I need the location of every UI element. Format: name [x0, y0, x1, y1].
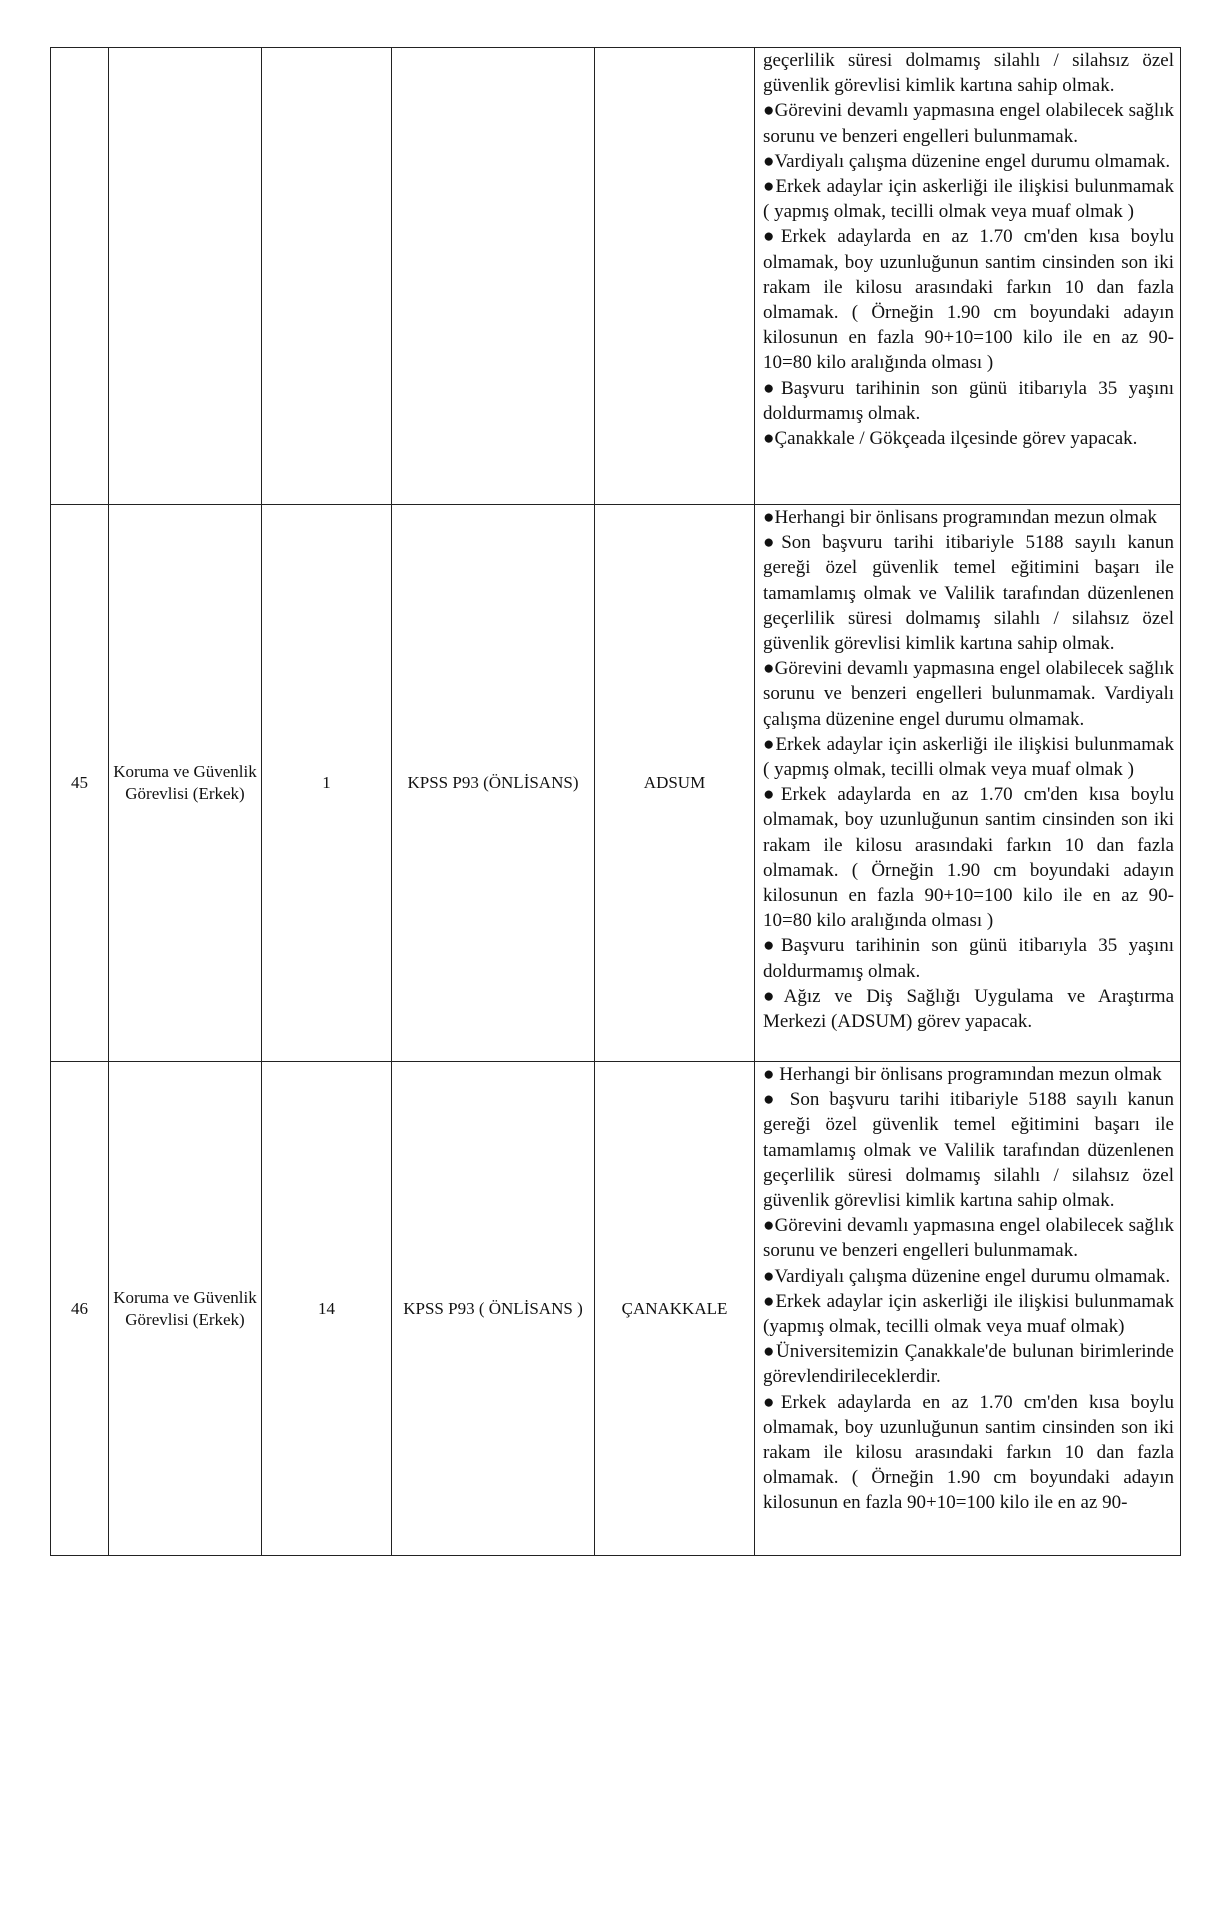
row-number: 46	[51, 1062, 109, 1556]
requirement-item: ●Erkek adaylar için askerliği ile ilişkisi bulunmamak ( yapmış olmak, tecilli olmak veya muaf olmak )	[763, 733, 1174, 781]
work-location	[595, 48, 755, 505]
requirements-cell	[755, 1062, 1181, 1556]
requirement-item: ● Herhangi bir önlisans programından mezun olmak	[763, 1064, 1162, 1085]
work-location: ÇANAKKALE	[595, 1062, 755, 1556]
work-location: ADSUM	[595, 505, 755, 1062]
requirements-cell	[755, 48, 1181, 505]
position-title: Koruma ve Güvenlik Görevlisi (Erkek)	[109, 505, 262, 1062]
requirement-item: ●Vardiyalı çalışma düzenine engel durumu olmamak.	[763, 1265, 1171, 1287]
requirement-item: geçerlilik süresi dolmamış silahlı / silahsız özel güvenlik görevlisi kimlik kartına sahip olmak.	[763, 50, 1174, 97]
requirement-item: ●Erkek adaylarda en az 1.70 cm'den kısa boylu olmamak, boy uzunluğunun santim cinsinden son iki rakam ile kilosu arasındaki farkın 10 dan fazla olmamak. ( Örneğin 1.90 cm boyundaki adayın kilosunun en fazla 90+10=100 kilo ile en az 90-	[763, 1391, 1174, 1514]
row-number: 45	[51, 505, 109, 1062]
table-row	[51, 48, 1181, 505]
position-count	[262, 48, 392, 505]
exam-type: KPSS P93 ( ÖNLİSANS )	[392, 1062, 595, 1556]
requirement-item: ●Başvuru tarihinin son günü itibarıyla 35 yaşını doldurmamış olmak.	[763, 935, 1174, 982]
requirement-item: ●Vardiyalı çalışma düzenine engel durumu olmamak.	[763, 150, 1171, 172]
requirement-item: ●Üniversitemizin Çanakkale'de bulunan birimlerinde görevlendirileceklerdir.	[763, 1341, 1174, 1388]
requirement-item: ●Çanakkale / Gökçeada ilçesinde görev yapacak.	[763, 428, 1138, 450]
position-count: 14	[262, 1062, 392, 1556]
requirement-item: ●Görevini devamlı yapmasına engel olabilecek sağlık sorunu ve benzeri engelleri bulunmamak.	[763, 1215, 1174, 1262]
requirement-item: ●Erkek adaylar için askerliği ile ilişkisi bulunmamak (yapmış olmak, tecilli olmak veya muaf olmak)	[763, 1290, 1174, 1338]
requirement-item: ●Başvuru tarihinin son günü itibarıyla 35 yaşını doldurmamış olmak.	[763, 377, 1174, 424]
exam-type: KPSS P93 (ÖNLİSANS)	[392, 505, 595, 1062]
position-title	[109, 48, 262, 505]
row-number	[51, 48, 109, 505]
requirement-item: ●Erkek adaylarda en az 1.70 cm'den kısa boylu olmamak, boy uzunluğunun santim cinsinden son iki rakam ile kilosu arasındaki farkın 10 dan fazla olmamak. ( Örneğin 1.90 cm boyundaki adayın kilosunun en fazla 90+10=100 kilo ile en az 90-10=80 kilo aralığında olması )	[763, 226, 1174, 374]
exam-type	[392, 48, 595, 505]
positions-table	[50, 47, 1181, 1556]
requirements-cell	[755, 505, 1181, 1062]
requirement-item: ●Erkek adaylar için askerliği ile ilişkisi bulunmamak ( yapmış olmak, tecilli olmak veya muaf olmak )	[763, 176, 1174, 223]
table-row	[51, 1062, 1181, 1556]
table-row	[51, 505, 1181, 1062]
requirement-item: ●Görevini devamlı yapmasına engel olabilecek sağlık sorunu ve benzeri engelleri bulunmamak.	[763, 100, 1174, 147]
requirement-item: ●Erkek adaylarda en az 1.70 cm'den kısa boylu olmamak, boy uzunluğunun santim cinsinden son iki rakam ile kilosu arasındaki farkın 10 dan fazla olmamak. ( Örneğin 1.90 cm boyundaki adayın kilosunun en fazla 90+10=100 kilo ile en az 90-10=80 kilo aralığında olması )	[763, 784, 1174, 932]
requirement-item: ●Son başvuru tarihi itibariyle 5188 sayılı kanun gereği özel güvenlik temel eğitimini başarı ile tamamlamış olmak ve Valilik tarafından düzenlenen geçerlilik süresi dolmamış silahlı / silahsız özel güvenlik görevlisi kimlik kartına sahip olmak.	[763, 532, 1174, 655]
requirement-item: ●Herhangi bir önlisans programından mezun olmak	[763, 507, 1158, 528]
requirement-item: ● Son başvuru tarihi itibariyle 5188 sayılı kanun gereği özel güvenlik temel eğitimini başarı ile tamamlamış olmak ve Valilik tarafından düzenlenen geçerlilik süresi dolmamış silahlı / silahsız özel güvenlik görevlisi kimlik kartına sahip olmak.	[763, 1089, 1174, 1212]
position-title: Koruma ve Güvenlik Görevlisi (Erkek)	[109, 1062, 262, 1556]
requirement-item: ●Ağız ve Diş Sağlığı Uygulama ve Araştırma Merkezi (ADSUM) görev yapacak.	[763, 985, 1174, 1033]
requirement-item: ●Görevini devamlı yapmasına engel olabilecek sağlık sorunu ve benzeri engelleri bulunmamak. Vardiyalı çalışma düzenine engel durumu olmamak.	[763, 658, 1174, 730]
position-count: 1	[262, 505, 392, 1062]
